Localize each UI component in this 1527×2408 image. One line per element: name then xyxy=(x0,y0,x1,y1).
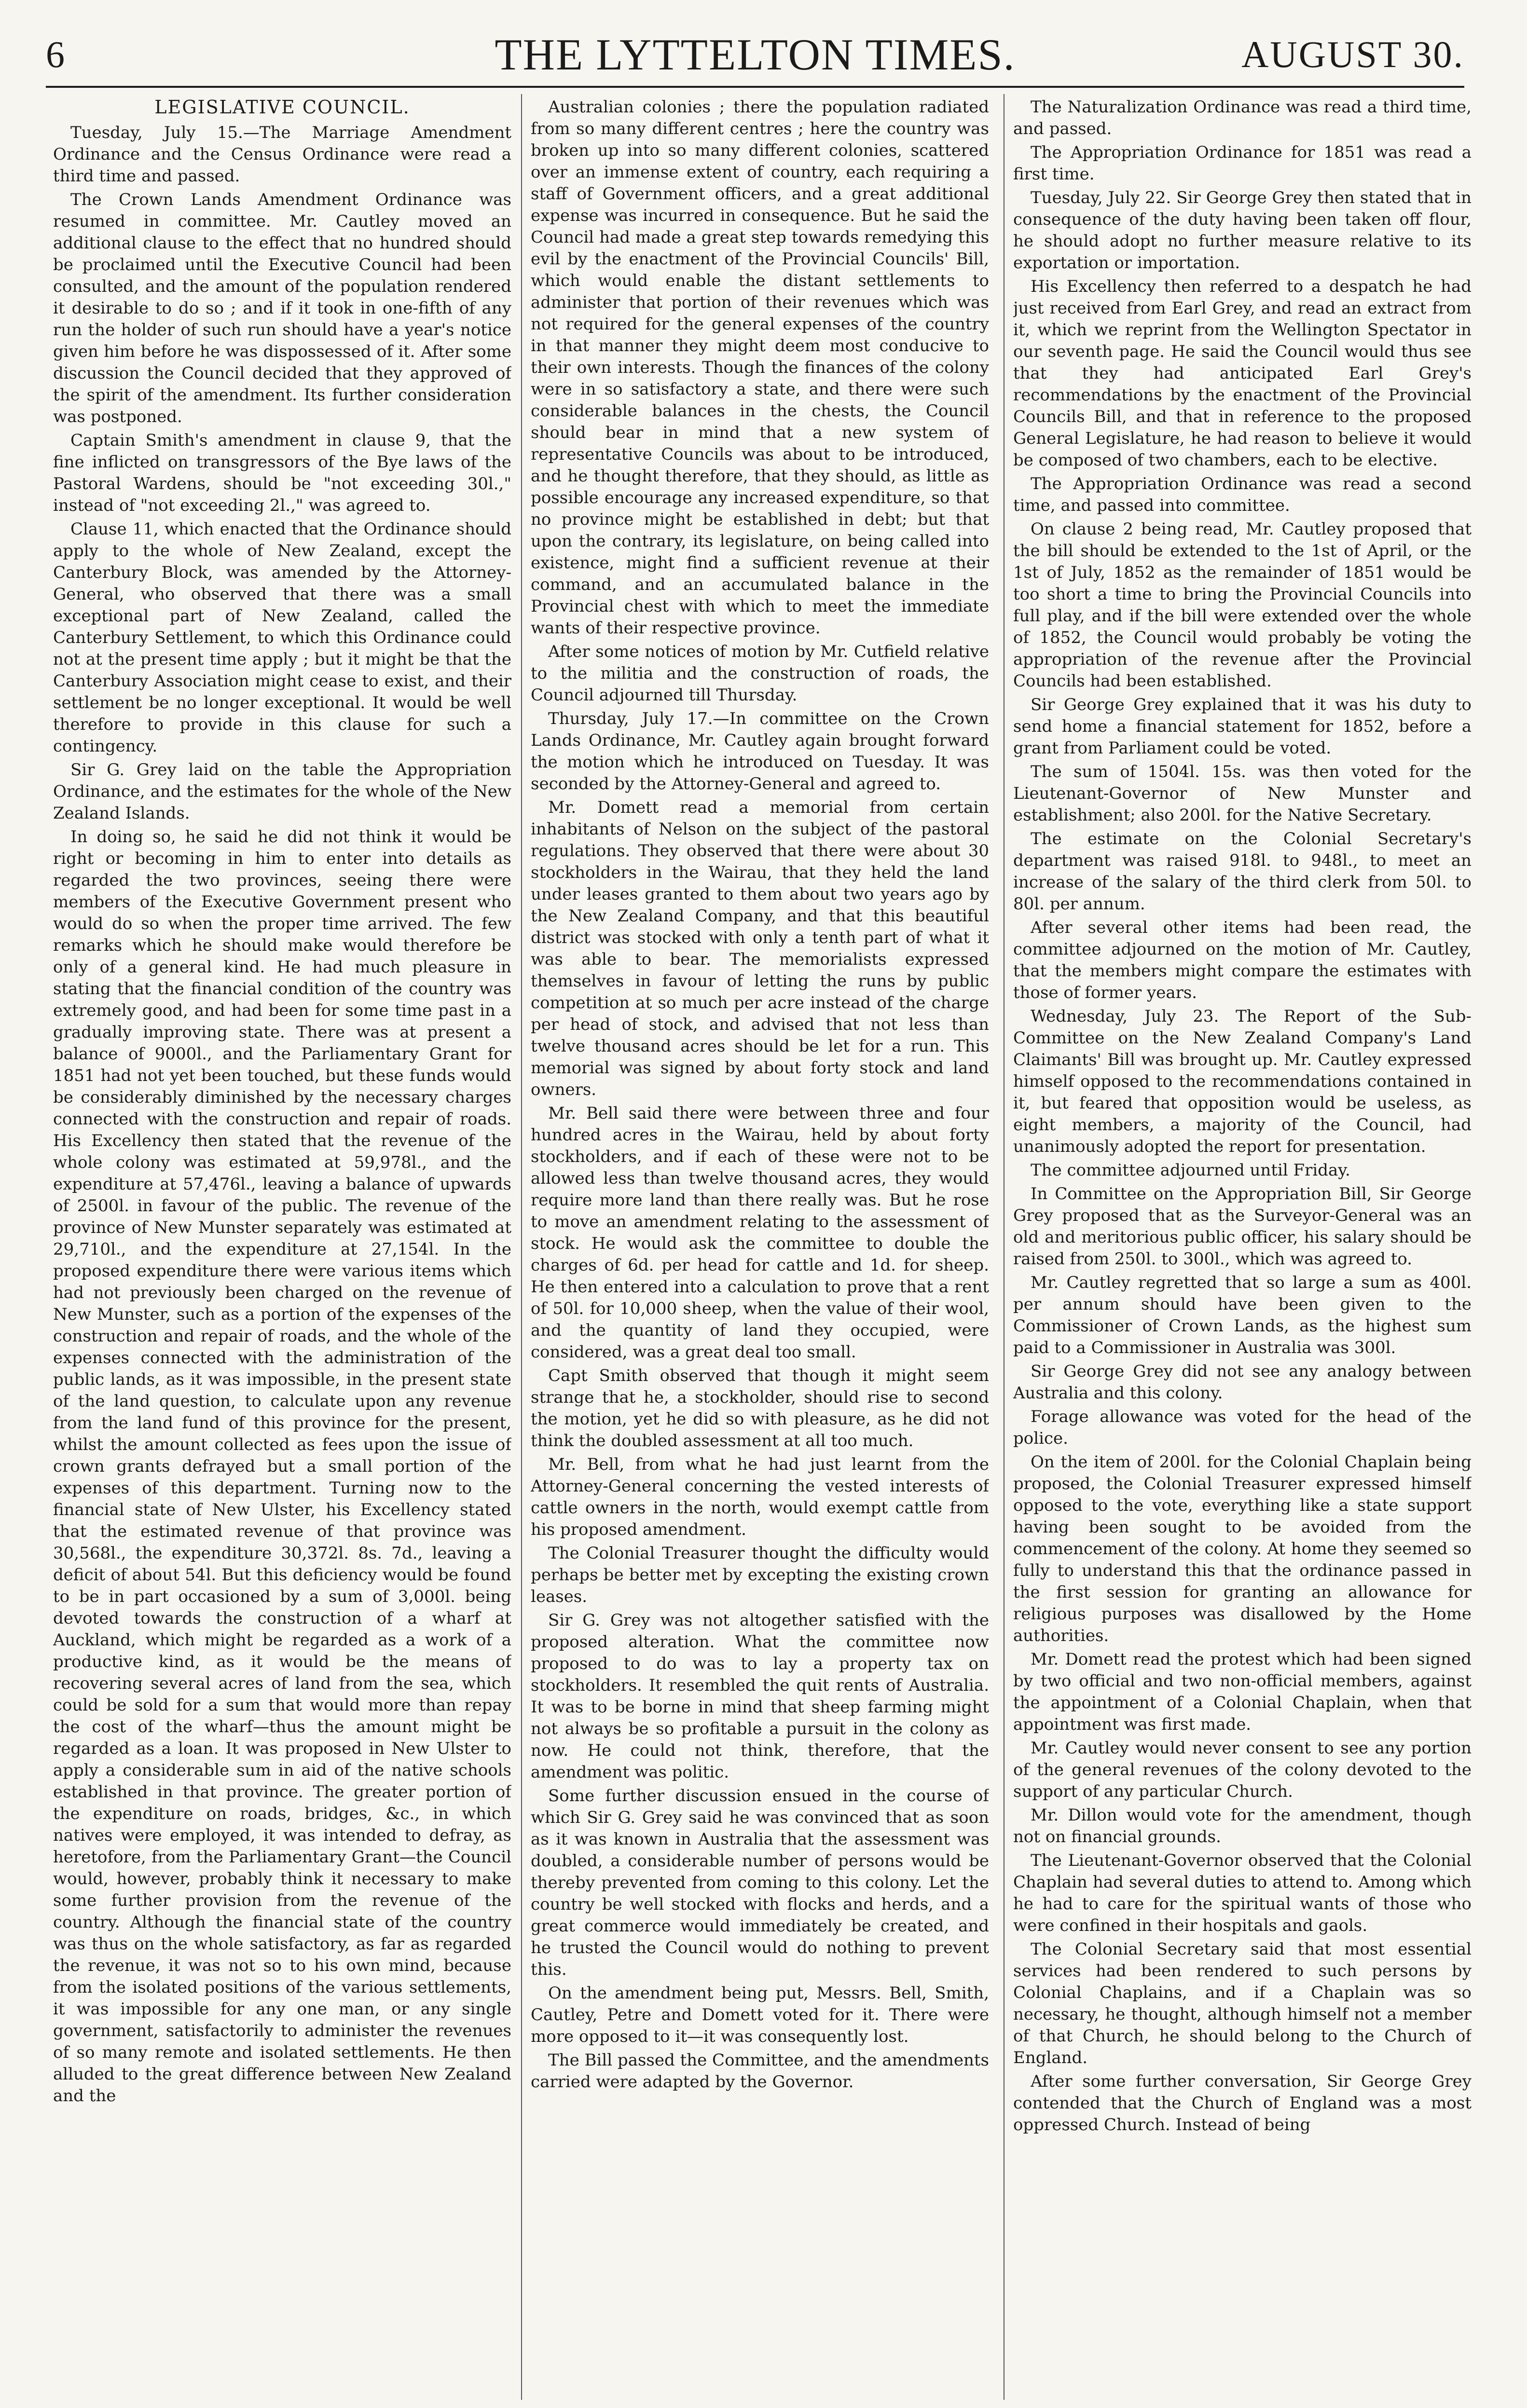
article-paragraph: Mr. Domett read a memorial from certain inhabitants of Nelson on the subject of the pastoral regulations. They observed that there were about 30 stockholders in the Wairau, that they held the land under leases granted to them about two years ago by the New Zealand Company, and that this beautiful district was stocked with only a tenth part of what it was able to bear. The memorialists expressed themselves in favour of letting the runs by public competition at so much per acre instead of the charge per head of stock, and advised that not less than twelve thousand acres should be let for a run. This memorial was signed by about forty stock and land owners. xyxy=(531,798,989,1099)
article-paragraph: Tuesday, July 15.—The Marriage Amendment Ordinance and the Census Ordinance were read a third time and passed. xyxy=(53,123,511,186)
article-paragraph: The Crown Lands Amendment Ordinance was resumed in committee. Mr. Cautley moved an additional clause to the effect that no hundred should be proclaimed until the Executive Council had been consulted, and the amount of the population rendered it desirable to do so ; and if it took in one-fifth of any run the holder of such run should have a year's notice given him before he was dispossessed of it. After some discussion the Council decided that they approved of the spirit of the amendment. Its further consideration was postponed. xyxy=(53,190,511,426)
article-paragraph: Mr. Domett read the protest which had been signed by two official and two non-official members, against the appointment of a Colonial Chaplain, when that appointment was first made. xyxy=(1013,1650,1472,1734)
article-paragraph: After some notices of motion by Mr. Cutfield relative to the militia and the construction of roads, the Council adjourned till Thursday. xyxy=(531,642,989,705)
article-paragraph: On clause 2 being read, Mr. Cautley proposed that the bill should be extended to the 1st of April, or the 1st of July, 1852 as the remainder of 1851 would be too short a time to bring the Provincial Councils into full play, and if the bill were extended over the whole of 1852, the Council would probably be voting the appropriation of the revenue after the Provincial Councils had been established. xyxy=(1013,520,1472,691)
article-paragraph: The Appropriation Ordinance was read a second time, and passed into committee. xyxy=(1013,474,1472,515)
column-1-body xyxy=(53,122,511,2107)
article-paragraph: Australian colonies ; there the population radiated from so many different centres ; here the country was broken up into so many different colonies, scattered over an immense extent of country, each requiring a staff of Government officers, and a great additional expense was incurred in consequence. But he said the Council had made a great step towards remedying this evil by the enactment of the Provincial Councils' Bill, which would enable the distant settlements to administer that portion of their revenues which was not required for the general expenses of the country in that manner they might deem most conducive to their own interests. Though the finances of the colony were in so satisfactory a state, and there were such considerable balances in the chests, the Council should bear in mind that a new system of representative Councils was about to be introduced, and he thought therefore, that they should, as little as possible encourage any increased expenditure, so that no province might be established in debt; but that upon the contrary, its legislature, on being called into existence, might find a sufficient revenue at their command, and an accumulated balance in the Provincial chest with which to meet the immediate wants of their respective province. xyxy=(531,97,989,638)
article-paragraph: Sir George Grey did not see any analogy between Australia and this colony. xyxy=(1013,1362,1472,1403)
article-paragraph: The Naturalization Ordinance was read a third time, and passed. xyxy=(1013,97,1472,138)
article-paragraph: On the amendment being put, Messrs. Bell, Smith, Cautley, Petre and Domett voted for it. There were more opposed to it—it was consequently lost. xyxy=(531,1984,989,2046)
column-3-body xyxy=(1013,96,1472,2136)
article-paragraph: The Bill passed the Committee, and the amendments carried were adapted by the Governor. xyxy=(531,2051,989,2092)
article-paragraph: Mr. Dillon would vote for the amendment, though not on financial grounds. xyxy=(1013,1806,1472,1847)
article-paragraph: The sum of 1504l. 15s. was then voted for the Lieutenant-Governor of New Munster and establishment; also 200l. for the Native Secretary. xyxy=(1013,762,1472,825)
article-paragraph: The estimate on the Colonial Secretary's department was raised 918l. to 948l., to meet an increase of the salary of the third clerk from 50l. to 80l. per annum. xyxy=(1013,829,1472,914)
article-paragraph: Mr. Bell, from what he had just learnt from the Attorney-General concerning the vested interests of cattle owners in the north, would exempt cattle from his proposed amendment. xyxy=(531,1455,989,1539)
issue-date: AUGUST 30. xyxy=(1241,33,1464,75)
article-paragraph: After several other items had been read, the committee adjourned on the motion of Mr. Cautley, that the members might compare the estimates with those of former years. xyxy=(1013,918,1472,1002)
column-2 xyxy=(531,96,989,2388)
article-paragraph: Mr. Bell said there were between three and four hundred acres in the Wairau, held by about forty stockholders, and if each of these were not to be allowed less than twelve thousand acres, they would require more land than there really was. But he rose to move an amendment relating to the assessment of stock. He would ask the committee to double the charges of 6d. per head for cattle and 1d. for sheep. He then entered into a calculation to prove that a rent of 50l. for 10,000 sheep, when the value of their wool, and the quantity of land they occupied, were considered, was a great deal too small. xyxy=(531,1104,989,1362)
masthead-rule xyxy=(46,86,1464,88)
article-paragraph: Forage allowance was voted for the head of the police. xyxy=(1013,1407,1472,1448)
article-paragraph: In Committee on the Appropriation Bill, Sir George Grey proposed that as the Surveyor-General was an old and meritorious public officer, his salary should be raised from 250l. to 300l., which was agreed to. xyxy=(1013,1184,1472,1269)
article-paragraph: In doing so, he said he did not think it would be right or becoming in him to enter into details as regarded the two provinces, seeing there were members of the Executive Government present who would do so when the proper time arrived. The few remarks which he should make would therefore be only of a general kind. He had much pleasure in stating that the financial condition of the country was extremely good, and had been for some time past in a gradually improving state. There was at present a balance of 9000l., and the Parliamentary Grant for 1851 had not yet been touched, but these funds would be considerably diminished by the necessary charges connected with the construction and repair of roads. His Excellency then stated that the revenue of the whole colony was estimated at 59,978l., and the expenditure at 57,476l., leaving a balance of upwards of 2500l. in favour of the public. The revenue of the province of New Munster separately was estimated at 29,710l., and the expenditure at 27,154l. In the proposed expenditure there were various items which had not previously been charged on the revenue of New Munster, such as a portion of the expenses of the construction and repair of roads, and the whole of the expenses connected with the administration of the public lands, as it was impossible, in the present state of the land question, to calculate upon any revenue from the land fund of this province for the present, whilst the amount collected as fees upon the issue of crown grants defrayed but a small portion of the expenses of this department. Turning now to the financial state of New Ulster, his Excellency stated that the estimated revenue of that province was 30,568l., the expenditure 30,372l. 8s. 7d., leaving a deficit of about 54l. But this deficiency would be found to be in part occasioned by a sum of 3,000l. being devoted towards the construction of a wharf at Auckland, which might be regarded as a work of a productive kind, as it would be the means of recovering several acres of land from the sea, which could be sold for a sum that would more than repay the cost of the wharf—thus the amount might be regarded as a loan. It was proposed in New Ulster to apply a considerable sum in aid of the native schools established in that province. The greater portion of the expenditure on roads, bridges, &c., in which natives were employed, it was intended to defray, as heretofore, from the Parliamentary Grant—the Council would, however, probably think it necessary to make some further provision from the revenue of the country. Although the financial state of the country was thus on the whole satisfactory, as far as regarded the revenue, it was not so to his own mind, because from the isolated positions of the various settlements, it was impossible for any one man, or any single government, satisfactorily to administer the revenues of so many remote and isolated settlements. He then alluded to the great difference between New Zealand and the xyxy=(53,827,511,2106)
page-number: 6 xyxy=(46,33,65,75)
article-paragraph: Sir George Grey explained that it was his duty to send home a financial statement for 1852, before a grant from Parliament could be voted. xyxy=(1013,695,1472,758)
article-paragraph: The Appropriation Ordinance for 1851 was read a first time. xyxy=(1013,143,1472,184)
article-paragraph: Mr. Cautley regretted that so large a sum as 400l. per annum should have been given to the Commissioner of Crown Lands, as the highest sum paid to a Commissioner in Australia was 300l. xyxy=(1013,1273,1472,1357)
article-paragraph: The Colonial Secretary said that most essential services had been rendered to such persons by Colonial Chaplains, and if a Chaplain was so necessary, he thought, although himself not a member of that Church, he should belong to the Church of England. xyxy=(1013,1940,1472,2067)
article-paragraph: After some further conversation, Sir George Grey contended that the Church of England was a most oppressed Church. Instead of being xyxy=(1013,2072,1472,2134)
article-paragraph: Capt Smith observed that though it might seem strange that he, a stockholder, should rise to second the motion, yet he did so with pleasure, as he did not think the doubled assessment at all too much. xyxy=(531,1366,989,1450)
column-3 xyxy=(1013,96,1472,2388)
column-1 xyxy=(53,96,511,2388)
article-paragraph: The Colonial Treasurer thought the difficulty would perhaps be better met by excepting the existing crown leases. xyxy=(531,1544,989,1606)
article-paragraph: Wednesday, July 23. The Report of the Sub-Committee on the New Zealand Company's Land Claimants' Bill was brought up. Mr. Cautley expressed himself opposed to the recommendations contained in it, but feared that opposition would be useless, as eight members, a majority of the Council, had unanimously adopted the report for presentation. xyxy=(1013,1007,1472,1156)
article-paragraph: His Excellency then referred to a despatch he had just received from Earl Grey, and read an extract from it, which we reprint from the Wellington Spectator in our seventh page. He said the Council would thus see that they had anticipated Earl Grey's recommendations by the enactment of the Provincial Councils Bill, and that in reference to the proposed General Legislature, he had reason to believe it would be composed of two chambers, each to be elective. xyxy=(1013,277,1472,470)
article-paragraph: Thursday, July 17.—In committee on the Crown Lands Ordinance, Mr. Cautley again brought forward the motion which he introduced on Tuesday. It was seconded by the Attorney-General and agreed to. xyxy=(531,709,989,794)
masthead xyxy=(46,29,1464,82)
article-paragraph: Captain Smith's amendment in clause 9, that the fine inflicted on transgressors of the Bye laws of the Pastoral Wardens, should be "not exceeding 30l.," instead of "not exceeding 2l.," was agreed to. xyxy=(53,431,511,515)
column-divider xyxy=(521,94,522,2400)
article-paragraph: Clause 11, which enacted that the Ordinance should apply to the whole of New Zealand, except the Canterbury Block, was amended by the Attorney-General, who observed that there was a small exceptional part of New Zealand, called the Canterbury Settlement, to which this Ordinance could not at the present time apply ; but it might be that the Canterbury Association might cease to exist, and their settlement be no longer exceptional. It would be well therefore to provide in this clause for such a contingency. xyxy=(53,520,511,756)
article-paragraph: Mr. Cautley would never consent to see any portion of the general revenues of the colony devoted to the support of any particular Church. xyxy=(1013,1738,1472,1801)
article-paragraph: Tuesday, July 22. Sir George Grey then stated that in consequence of the duty having been taken off flour, he should adopt no further measure relative to its exportation or importation. xyxy=(1013,188,1472,273)
article-paragraph: The committee adjourned until Friday. xyxy=(1031,1161,1350,1180)
article-paragraph: The Lieutenant-Governor observed that the Colonial Chaplain had several duties to attend to. Among which he had to care for the spiritual wants of those who were confined in their hospitals and gaols. xyxy=(1013,1851,1472,1935)
column-2-body xyxy=(531,96,989,2093)
article-paragraph: Sir G. Grey laid on the table the Appropriation Ordinance, and the estimates for the whole of the New Zealand Islands. xyxy=(53,760,511,823)
article-paragraph: On the item of 200l. for the Colonial Chaplain being proposed, the Colonial Treasurer expressed himself opposed to the vote, everything like a state support having been sought to be avoided from the commencement of the colony. At home they seemed so fully to understand this that the ordinance passed in the first session for granting an allowance for religious purposes was disallowed by the Home authorities. xyxy=(1013,1452,1472,1645)
article-paragraph: Some further discussion ensued in the course of which Sir G. Grey said he was convinced that as soon as it was known in Australia that the assessment was doubled, a considerable number of persons would be thereby prevented from coming to this colony. Let the country be well stocked with flocks and herds, and a great commerce would immediately be created, and he trusted the Council would do nothing to prevent this. xyxy=(531,1786,989,1979)
section-heading: LEGISLATIVE COUNCIL. xyxy=(154,96,410,118)
article-paragraph: Sir G. Grey was not altogether satisfied with the proposed alteration. What the committee now proposed to do was to lay a property tax on stockholders. It resembled the quit rents of Australia. It was to be borne in mind that sheep farming might not always be so profitable a pursuit in the colony as now. He could not think, therefore, that the amendment was politic. xyxy=(531,1611,989,1782)
newspaper-title: THE LYTTELTON TIMES. xyxy=(495,30,1016,79)
